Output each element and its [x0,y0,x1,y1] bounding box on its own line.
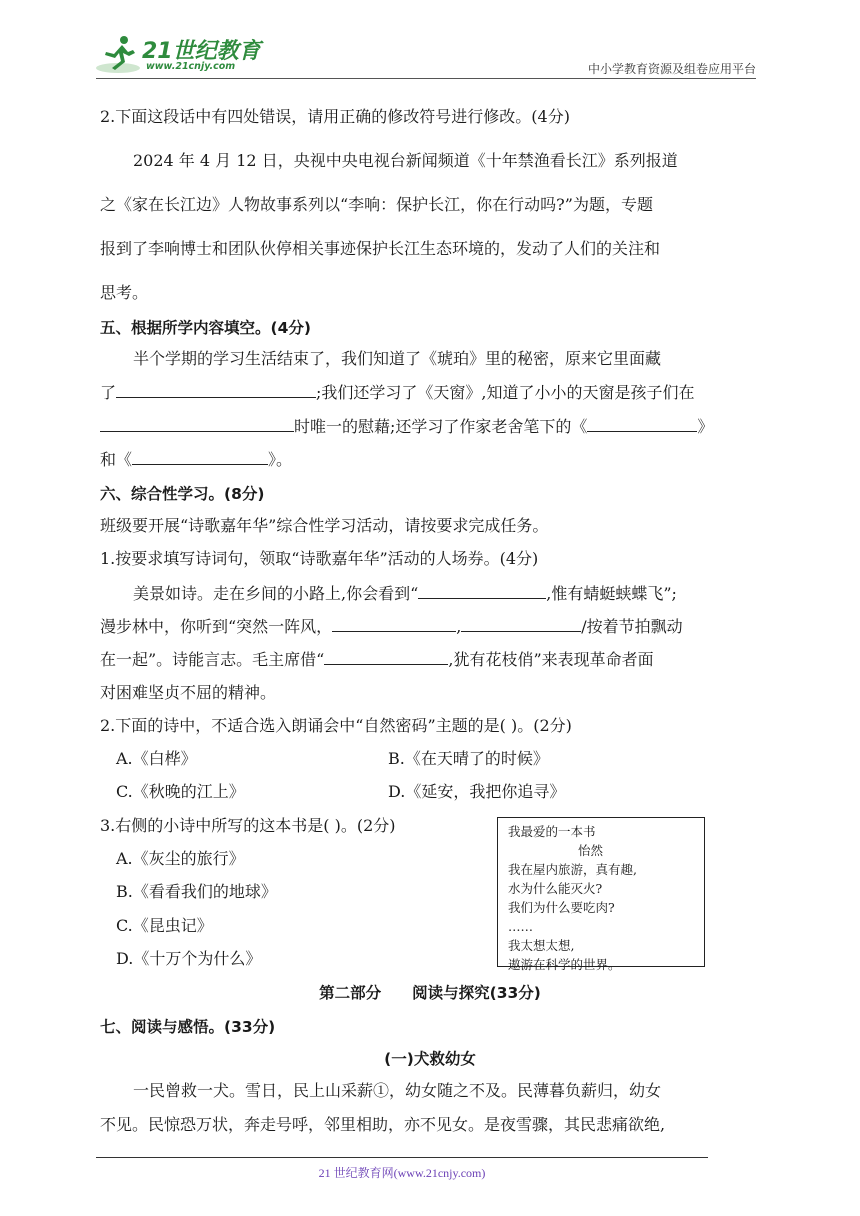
q3-option-d[interactable]: D.《十万个为什么》 [116,949,262,968]
sec6-q1-line-2 [100,615,683,638]
q2-prompt: 2.下面这段话中有四处错误，请用正确的修改符号进行修改。(4分) [100,107,570,126]
fill-blank[interactable] [324,648,448,665]
sec5-text: ;我们还学习了《天窗》,知道了小小的天窗是孩子们在 [316,383,695,402]
q2-paragraph-line-1: 2024 年 4 月 12 日，央视中央电视台新闻频道《十年禁渔看长江》系列报道 [133,151,678,170]
fill-blank[interactable] [418,582,546,599]
sec5-line-3 [100,415,713,438]
poem-line: 我们为什么要吃肉? [508,900,615,915]
sec6-text: 美景如诗。走在乡间的小路上,你会看到“ [133,584,419,603]
section-7-title: 七、阅读与感悟。(33分) [100,1018,276,1036]
sec6-text: ,犹有花枝俏”来表现革命者面 [448,650,654,669]
sec5-text: 时唯一的慰藉;还学习了作家老舍笔下的《 [294,417,588,436]
poem-line: 我太想太想, [508,938,575,953]
q2-paragraph-line-3: 报到了李响博士和团队伙停相关事迹保护长江生态环境的，发动了人们的关注和 [100,239,661,258]
part-2-title: 第二部分 阅读与探究(33分) [319,984,541,1002]
logo-url: www.21cnjy.com [146,61,236,72]
sec6-text: 在一起”。诗能言志。毛主席借“ [100,650,325,669]
poem-line: 遨游在科学的世界。 [508,957,621,972]
sec6-intro: 班级要开展“诗歌嘉年华”综合性学习活动，请按要求完成任务。 [100,516,549,535]
q2-paragraph-line-2: 之《家在长江边》人物故事系列以“李响：保护长江，你在行动吗?”为题，专题 [100,195,653,214]
section-6-title: 六、综合性学习。(8分) [100,485,265,503]
poem-box [497,817,705,972]
sec6-q2-prompt: 2.下面的诗中，不适合选入朗诵会中“自然密码”主题的是( )。(2分) [100,716,572,735]
q3-option-c[interactable]: C.《昆虫记》 [116,916,213,935]
logo-title: 21世纪教育 [142,39,261,64]
sec6-text: ,惟有蜻蜓蛱蝶飞”; [546,584,677,603]
q2-option-d[interactable]: D.《延安，我把你追寻》 [388,782,566,801]
footer-divider [96,1157,708,1158]
poem-line: 我在屋内旅游，真有趣, [508,862,637,877]
sec6-q1-prompt: 1.按要求填写诗词句，领取“诗歌嘉年华”活动的人场券。(4分) [100,549,539,568]
fill-blank[interactable] [116,381,316,398]
poem-author: 怡然 [578,843,604,858]
sec6-q1-line-3 [100,648,654,671]
sec5-text: 和《 [100,450,133,469]
header-divider [96,78,756,79]
sec5-line-2 [100,381,695,404]
fill-blank[interactable] [100,415,294,432]
site-logo[interactable] [96,32,266,76]
page-header [96,30,756,80]
poem-line: 水为什么能灭火? [508,881,603,896]
fill-blank[interactable] [132,448,268,465]
q2-option-b[interactable]: B.《在天晴了的时候》 [388,749,549,768]
fill-blank[interactable] [587,415,697,432]
sec5-text: 》。 [268,450,293,469]
sec6-q1-line-4: 对困难坚贞不屈的精神。 [100,683,277,702]
runner-logo-icon [96,32,144,76]
sec5-text: 》 [697,417,714,436]
sec5-text: 了 [100,383,117,402]
q2-paragraph-line-4: 思考。 [100,283,149,302]
passage-line-2: 不见。民惊恐万状，奔走号呼，邻里相助，亦不见女。是夜雪骤，其民悲痛欲绝, [100,1115,666,1134]
q3-option-a[interactable]: A.《灰尘的旅行》 [116,849,245,868]
passage-title: (一)犬救幼女 [384,1050,476,1068]
header-tagline: 中小学教育资源及组卷应用平台 [587,62,756,76]
sec6-q1-line-1 [133,582,677,605]
poem-line: …… [508,919,533,934]
fill-blank[interactable] [461,615,581,632]
sec6-text: , [456,617,462,636]
sec6-text: /按着节拍飘动 [581,617,683,636]
fill-blank[interactable] [332,615,456,632]
section-5-title: 五、根据所学内容填空。(4分) [100,319,311,337]
page-footer[interactable]: 21 世纪教育网(www.21cnjy.com) [318,1166,486,1180]
q2-option-a[interactable]: A.《白桦》 [116,749,197,768]
q3-option-b[interactable]: B.《看看我们的地球》 [116,882,277,901]
sec5-line-4 [100,448,292,471]
passage-line-1: 一民曾救一犬。雪日，民上山采薪①，幼女随之不及。民薄暮负薪归，幼女 [133,1081,662,1100]
sec5-line-1: 半个学期的学习生活结束了，我们知道了《琥珀》里的秘密，原来它里面藏 [133,349,662,368]
q2-option-c[interactable]: C.《秋晚的江上》 [116,782,245,801]
sec6-q3-prompt: 3.右侧的小诗中所写的这本书是( )。(2分) [100,816,396,835]
sec6-text: 漫步林中，你听到“突然一阵风， [100,617,333,636]
poem-title: 我最爱的一本书 [508,824,596,839]
